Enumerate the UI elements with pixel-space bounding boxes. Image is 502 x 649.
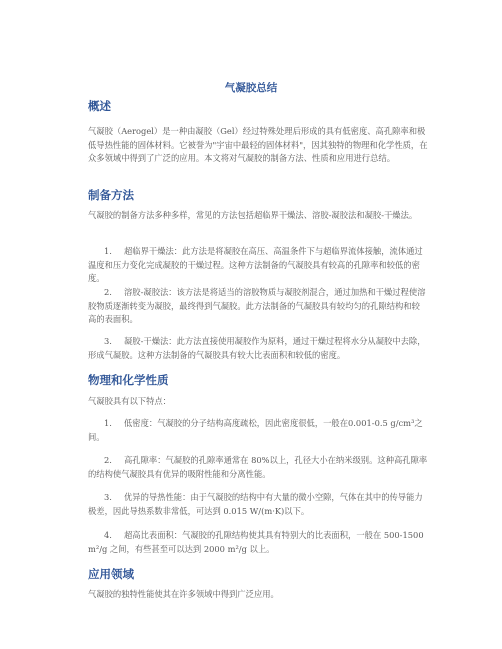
list-item-text: 溶胶-凝胶法：该方法是将适当的溶胶物质与凝胶剂混合，通过加热和干燥过程使溶胶物质逐渐转变为凝胶，最终得到气凝胶。此方法制备的气凝胶具有较均匀的孔隙结构和较高的表面积。 [88, 287, 426, 324]
document-title: 气凝胶总结 [224, 82, 278, 94]
properties-item-3 [88, 491, 428, 518]
list-number: 3. [104, 492, 112, 502]
properties-item-4 [88, 529, 428, 556]
overview-paragraph: 气凝胶（Aerogel）是一种由凝胶（Gel）经过特殊处理后形成的具有低密度、高孔隙率和极低导热性能的固体材料。它被誉为"宇宙中最轻的固体材料"，因其独特的物理和化学性质，在众多领域中得到了广泛的应用。本文将对气凝胶的制备方法、性质和应用进行总结。 [88, 126, 428, 163]
list-number: 4. [104, 530, 112, 540]
list-number: 3. [104, 336, 112, 346]
preparation-intro: 气凝胶的制备方法多种多样，常见的方法包括超临界干燥法、溶胶-凝胶法和凝胶-干燥法。 [88, 210, 418, 220]
preparation-item-1 [88, 245, 428, 286]
list-number: 2. [104, 287, 112, 297]
list-item-text: 高孔隙率：气凝胶的孔隙率通常在 80%以上，孔径大小在纳米级别。这种高孔隙率的结构使气凝胶具有优异的吸附性能和分离性能。 [88, 455, 428, 479]
section-heading-preparation: 制备方法 [88, 188, 134, 202]
applications-intro: 气凝胶的独特性能使其在许多领域中得到广泛应用。 [88, 589, 279, 599]
preparation-item-3 [88, 335, 428, 362]
list-number: 1. [104, 418, 112, 428]
list-item-text: 超临界干燥法：此方法是将凝胶在高压、高温条件下与超临界流体接触，流体通过温度和压力变化完成凝胶的干燥过程。这种方法制备的气凝胶具有较高的孔隙率和较低的密度。 [88, 246, 423, 283]
list-item-text: 优异的导热性能：由于气凝胶的结构中有大量的微小空隙，气体在其中的传导能力极差，因此导热系数非常低，可达到 0.015 W/(m·K)以下。 [88, 492, 423, 516]
properties-intro: 气凝胶具有以下特点： [88, 396, 171, 406]
list-item-text: 超高比表面积：气凝胶的孔隙结构使其具有特别大的比表面积，一般在 500-1500 m²/g 之间，有些甚至可以达到 2000 m²/g 以上。 [88, 530, 424, 554]
section-heading-overview: 概述 [88, 99, 111, 113]
properties-item-2 [88, 454, 428, 481]
preparation-item-2 [88, 286, 428, 327]
section-heading-properties: 物理和化学性质 [88, 373, 169, 387]
list-item-text: 凝胶-干燥法：此方法直接使用凝胶作为原料，通过干燥过程将水分从凝胶中去除，形成气凝胶。这种方法制备的气凝胶具有较大比表面积和较低的密度。 [88, 336, 426, 360]
list-number: 2. [104, 455, 112, 465]
properties-item-1 [88, 417, 428, 444]
list-item-text: 低密度：气凝胶的分子结构高度疏松，因此密度很低，一般在0.001-0.5 g/cm³之间。 [88, 418, 423, 442]
section-heading-applications: 应用领域 [88, 567, 134, 581]
list-number: 1. [104, 246, 112, 256]
